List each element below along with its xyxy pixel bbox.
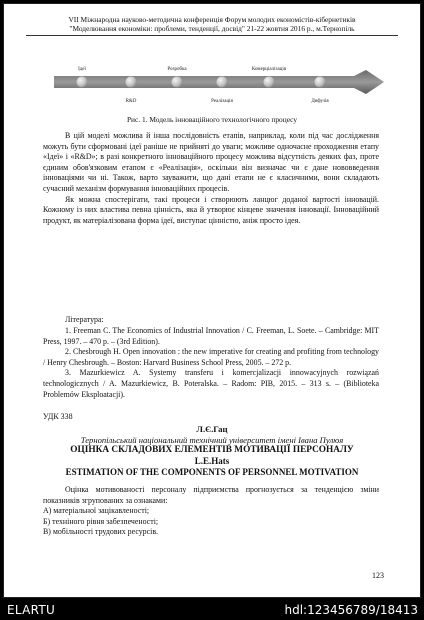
stage-marker-2: [126, 77, 137, 88]
stage-marker-5: [264, 77, 275, 88]
reference-item: 3. Mazurkiewicz A. Systemy transferu i komercjalizacji innowacyjnych rozwiązań technologicznych / A. Mazurkiewicz, B. Poteralska. – Radom: PIB, 2015. – 313 s. – (Biblioteka Problemów Eksploatacji).: [43, 368, 379, 399]
viewer-footer: [0, 600, 424, 620]
stage-marker-4: [217, 77, 228, 88]
stage-label-implementation: Реалізація: [211, 99, 233, 104]
article2-list-item: Б) техніного рівня забезпеченості;: [43, 516, 159, 526]
header-line-2: "Моделювання економіки: проблеми, тенденції, досвід" 21-22 жовтня 2016 р., м.Тернопіль: [69, 24, 355, 33]
header-rule: [26, 35, 398, 36]
header-line-1: VII Міжнародна науково-методична конференція Форум молодих економістів-кібернетиків: [68, 15, 356, 24]
references-list: [43, 326, 379, 400]
reference-item: 2. Chesbrough H. Open innovation : the new imperative for creating and profiting from technology / Henry Chesbrough. – Boston: Harvard Business School Press, 2005. – 272 p.: [43, 347, 379, 367]
conference-header: [14, 15, 410, 33]
stage-marker-6: [315, 77, 326, 88]
reference-item: 1. Freeman C. The Economics of Industrial Innovation / C. Freeman, L. Soete. – Cambridge: MIT Press, 1997. – 470 p. – (3rd Edition).: [43, 326, 379, 346]
stage-marker-3: [172, 77, 183, 88]
stage-label-rnd: R&D: [125, 99, 137, 104]
udk-code: УДК 338: [43, 412, 73, 421]
page-number: 123: [372, 571, 384, 580]
references-title: Література:: [65, 315, 104, 324]
body-paragraph-1: В цій моделі можлива й інша послідовність етапів, наприклад, коли під час дослідження можуть бути сформовані ідеї раніше не прийняті до уваги; можливе одночасне проходження етапу «Ідеї» і «R&D»; в разі конкретного інноваційного процесу можлива відсутність деяких фаз, проте єдиним обов'язковим етапом є «Реалізація», оскільки він визначає чи є дане нововведення інноваціями чи ні. Також, варто зауважити, що дані етапи не є класичними, вони складають сучасний механізм формування інноваційних процесів.: [43, 131, 379, 193]
article2-intro: Оцінка мотивованості персоналу підприємства прогнозується за тенденцією зміни показників згрупованих за ознаками:: [43, 485, 379, 505]
footer-handle: hdl:123456789/18413: [284, 603, 418, 617]
article-author-en: L.E.Hats: [194, 456, 230, 466]
article-title-ua: ОЦІНКА СКЛАДОВИХ ЕЛЕМЕНТІВ МОТИВАЦІЇ ПЕРСОНАЛУ: [70, 445, 354, 455]
article-author: Л.Є.Гац: [196, 424, 228, 434]
document-page: [3, 3, 421, 598]
article2-list-item: А) матеріальної зацікавленості;: [43, 506, 150, 516]
footer-repository-label: ELARTU: [7, 603, 56, 617]
article-affiliation: Тернопільський національний технічний університет імені Івана Пулюя: [80, 435, 344, 445]
innovation-process-figure: [54, 62, 384, 112]
stage-marker-1: [77, 77, 88, 88]
stage-label-commercialization: Комерціалізація: [251, 67, 287, 72]
figure-caption: Рис. 1. Модель інноваційного технологічного процесу: [126, 115, 298, 124]
body-paragraph-2: Як можна спостерігати, такі процеси і створюють ланцюг доданої вартості інновацій. Кожному із них властива певна цінність, яка й утворює кінцеве значення інновації. Інноваційний продукт, як матеріалізована форма ідеї, виступає цінністю, аніж просто ідея.: [43, 194, 379, 225]
body-text: [43, 131, 379, 226]
article-title-en: ESTIMATION OF THE COMPONENTS OF PERSONNEL MOTIVATION: [65, 467, 359, 477]
article2-list-item: В) мобільності трудових ресурсів.: [43, 527, 159, 537]
article2-body: [43, 485, 379, 538]
stage-label-diffusion: Дифузія: [311, 99, 329, 104]
stage-label-ideas: Ідеї: [78, 67, 86, 72]
stage-label-development: Розробка: [167, 67, 187, 72]
